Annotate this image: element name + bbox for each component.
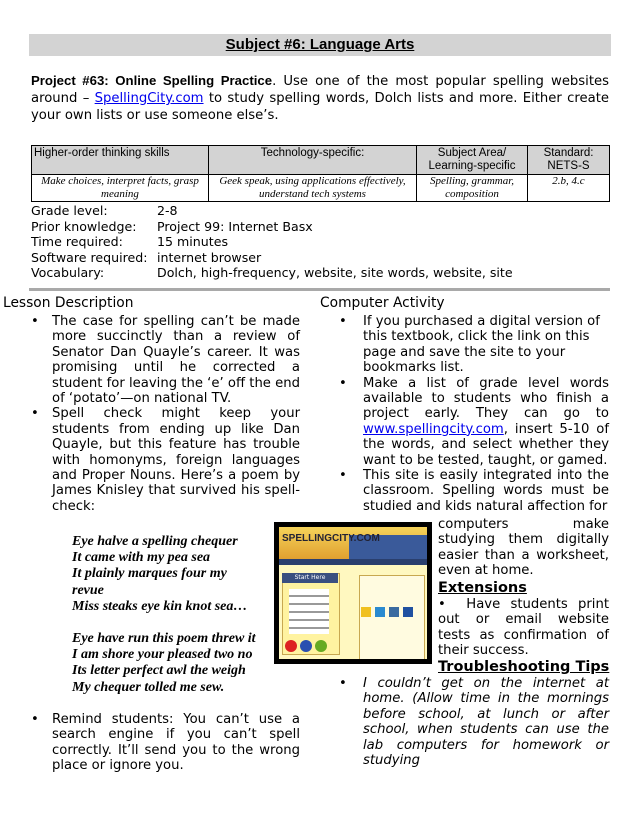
extensions-text: • Have students print out or email website tests as confirmation of their success. — [438, 597, 609, 659]
meta-label: Time required: — [31, 234, 123, 250]
cell-subject-area: Spelling, grammar, composition — [417, 175, 528, 202]
header-higher-order: Higher-order thinking skills — [32, 146, 209, 175]
poem: Eye halve a spelling chequer It came with my pea sea It plainly marques four my revue Miss steaks eye kin knot sea… Eye have run this poem threw it I am shore your pleased two no Its letter perfect awl the weigh My chequer tolled me sew. — [72, 534, 256, 695]
meta-label: Vocabulary: — [31, 265, 105, 281]
start-here-banner: Start Here — [282, 573, 338, 583]
spellingcity-link[interactable]: SpellingCity.com — [94, 91, 204, 106]
activity-bullet: • If you purchased a digital version of this textbook, click the link on this page and save the site to your bookmarks list. — [339, 314, 600, 376]
header-technology: Technology-specific: — [209, 146, 417, 175]
meta-value: 2-8 — [157, 203, 178, 218]
meta-label: Grade level: — [31, 203, 108, 218]
header-standard: Standard: NETS-S — [528, 146, 610, 175]
lesson-bullet: • Spell check might keep your students from ending up like Dan Quayle, but this feature has trouble with homonyms, foreign languages and Proper Nouns. Here’s a poem by James Knisley that survived his spell-check: — [31, 406, 300, 514]
activity-list — [316, 314, 609, 514]
site-logo: SPELLINGCITY.COM — [282, 533, 380, 544]
cell-technology: Geek speak, using applications effectively, understand tech systems — [209, 175, 417, 202]
intro-text: . Use one of the most popular spelling websites around – — [31, 74, 609, 106]
spellingcity-url-link[interactable]: www.spellingcity.com — [363, 421, 504, 437]
lesson-heading: Lesson Description — [3, 295, 134, 311]
project-meta — [31, 203, 513, 281]
meta-value: internet browser — [157, 249, 262, 265]
section-divider — [29, 288, 610, 291]
meta-label: Software required: — [31, 249, 148, 265]
header-subject-area: Subject Area/ Learning-specific — [417, 146, 528, 175]
subject-title: Subject #6: Language Arts — [225, 36, 415, 53]
lesson-list-top — [0, 314, 300, 514]
meta-value: 15 minutes — [157, 234, 229, 250]
lesson-bullet: • The case for spelling can’t be made more succinctly than a review of Senator Dan Quayle’s career. It was promising until he corrected a student for leaving the ‘e’ off the end of ‘potato’—on national TV. — [31, 314, 300, 407]
project-intro — [31, 72, 609, 124]
skills-table — [31, 145, 610, 202]
meta-value: Dolch, high-frequency, website, site words, website, site — [157, 265, 513, 281]
meta-value: Project 99: Internet Basx — [157, 218, 313, 234]
troubleshooting-list — [316, 676, 609, 768]
troubleshooting-bullet: • I couldn’t get on the internet at home. (Allow time in the mornings before school, at lunch or after school, when students can use the lab computers for homework or studying — [339, 676, 609, 769]
project-label: Project #63: Online Spelling Practice — [31, 73, 273, 88]
activity-bullet-continued: computers make studying them digitally easier than a worksheet, even at home. — [438, 517, 609, 579]
subject-title-bar — [29, 34, 611, 56]
spellingcity-screenshot — [274, 522, 432, 664]
activity-heading: Computer Activity — [320, 295, 445, 311]
cell-higher-order: Make choices, interpret facts, grasp meaning — [32, 175, 209, 202]
meta-label: Prior knowledge: — [31, 218, 137, 234]
cell-standard: 2.b, 4.c — [528, 175, 610, 202]
intro-text-end: to study spelling words, Dolch lists and more. Either create your own lists or use someone else’s. — [31, 91, 609, 123]
troubleshooting-heading: Troubleshooting Tips — [438, 659, 610, 675]
extensions-heading: Extensions — [438, 580, 527, 596]
activity-bullet: • Make a list of grade level words available to students who finish a project early. They can go to www.spellingcity.com, insert 5-10 of the words, and select whether they want to be tested, taught, or gamed. — [339, 375, 609, 468]
activity-bullet: • This site is easily integrated into the classroom. Spelling words must be studied and kids natural affection for — [339, 468, 609, 514]
lesson-list-bottom — [0, 712, 300, 774]
lesson-bullet: • Remind students: You can’t use a search engine if you can’t spell correctly. It’ll send you to the wrong place or ignore you. — [31, 712, 300, 774]
